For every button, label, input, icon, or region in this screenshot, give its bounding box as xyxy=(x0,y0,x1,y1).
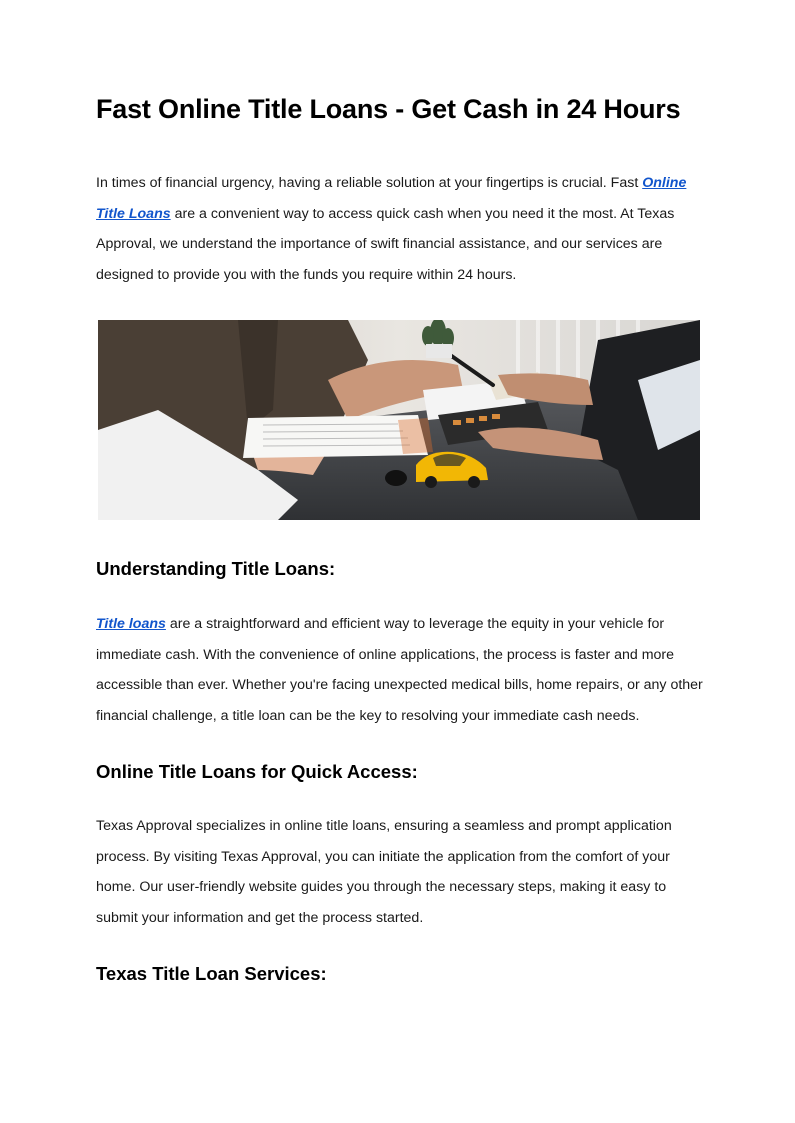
intro-text-after: are a convenient way to access quick cash when you need it the most. At Texas Approval, we understand the importance of swift financial assistance, and our services are designed to provide you with the funds you require within 24 hours. xyxy=(96,205,675,284)
title-loans-link[interactable]: Title loans xyxy=(96,616,166,632)
intro-text-before: In times of financial urgency, having a reliable solution at your fingertips is crucial. Fast xyxy=(96,175,643,191)
understanding-paragraph xyxy=(96,609,708,732)
photo-illustration xyxy=(98,320,700,520)
page-title: Fast Online Title Loans - Get Cash in 24 Hours xyxy=(96,94,681,124)
online-title-loans-link[interactable]: Online Title Loans xyxy=(96,175,687,222)
understanding-text: are a straightforward and efficient way to leverage the equity in your vehicle for immediate cash. With the convenience of online applications, the process is faster and more accessible than ever. Whether you're facing unexpected medical bills, home repairs, or any other financial challenge, a title loan can be the key to resolving your immediate cash needs. xyxy=(96,616,703,725)
loan-signing-photo xyxy=(98,320,700,520)
quick-access-paragraph: Texas Approval specializes in online title loans, ensuring a seamless and prompt application process. By visiting Texas Approval, you can initiate the application from the comfort of your home. Our user-friendly website guides you through the necessary steps, making it easy to submit your information and get the process started. xyxy=(96,818,672,927)
intro-paragraph xyxy=(96,168,708,291)
section-heading-understanding: Understanding Title Loans: xyxy=(96,558,336,579)
section-heading-texas-services: Texas Title Loan Services: xyxy=(96,963,327,984)
section-heading-quick-access: Online Title Loans for Quick Access: xyxy=(96,761,418,782)
